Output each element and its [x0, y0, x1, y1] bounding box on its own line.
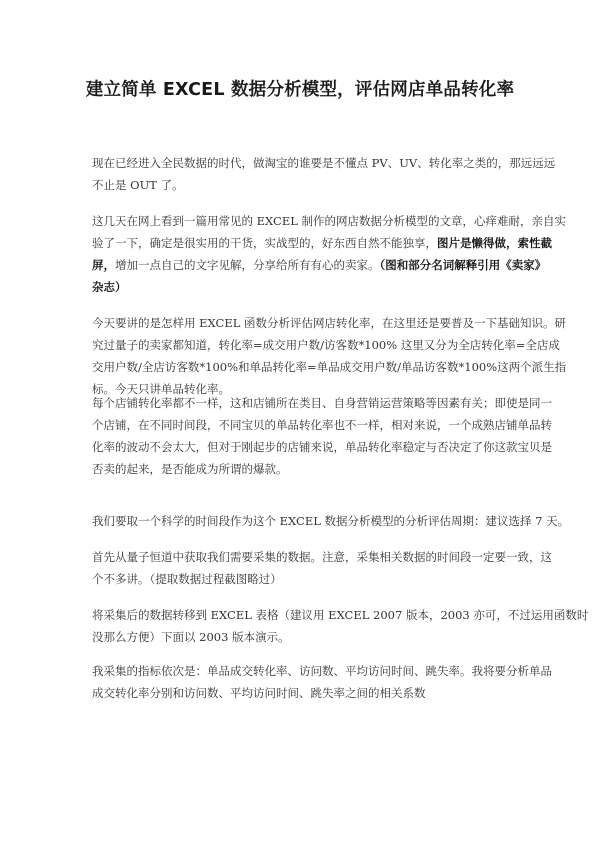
- bold-text-segment: 杂志）: [92, 280, 127, 294]
- text-segment: 每个店铺转化率都不一样，这和店铺所在类目、自身营销运营策略等因素有关；即使是同一: [92, 396, 552, 410]
- bold-text-segment: 图片是懒得做，索性截: [437, 236, 552, 250]
- text-line: [92, 458, 524, 480]
- text-segment: 个店铺，在不同时间段，不同宝贝的单品转化率也不一样，相对来说，一个成熟店铺单品转: [92, 418, 552, 432]
- text-segment: 我们要取一个科学的时间段作为这个 EXCEL 数据分析模型的分析评估周期：建议选择 7 天。: [92, 514, 570, 528]
- paragraph: [92, 152, 556, 196]
- text-line: [92, 660, 552, 682]
- text-line: [92, 356, 567, 378]
- text-line: [92, 152, 556, 174]
- text-segment: 现在已经进入全民数据的时代，做淘宝的谁要是不懂点 PV、UV、转化率之类的，那远远远: [92, 156, 556, 170]
- text-line: [92, 626, 524, 648]
- paragraph: [92, 210, 567, 298]
- text-segment: 成交转化率分别和访问数、平均访问时间、跳失率之间的相关系数: [92, 686, 426, 700]
- text-segment: 没那么方便）下面以 2003 版本演示。: [92, 630, 290, 644]
- text-segment: 将采集后的数据转移到 EXCEL 表格（建议用 EXCEL 2007 版本，2003 亦可，不过运用函数时: [92, 608, 589, 622]
- text-segment: 究过量子的卖家都知道，转化率=成交用户数/访客数*100% 这里又分为全店转化率=全店成: [92, 338, 560, 352]
- text-segment: 否卖的起来，是否能成为所谓的爆款。: [92, 462, 288, 476]
- paragraph: [92, 312, 567, 400]
- text-line: [92, 414, 552, 436]
- text-line: [92, 210, 567, 232]
- text-segment: 标。今天只讲单品转化率。: [92, 382, 230, 396]
- text-line: [92, 392, 552, 414]
- text-line: [92, 334, 560, 356]
- text-segment: 这几天在网上看到一篇用常见的 EXCEL 制作的网店数据分析模型的文章，心痒难耐，亲自实: [92, 214, 567, 228]
- bold-text-segment: 屏，: [92, 258, 115, 272]
- text-line: [92, 312, 567, 334]
- paragraph: [92, 392, 552, 480]
- text-line: [92, 682, 524, 704]
- text-segment: 首先从量子恒道中获取我们需要采集的数据。注意，采集相关数据的时间段一定要一致，这: [92, 550, 552, 564]
- text-segment: 个不多讲。（提取数据过程截图略过）: [92, 572, 282, 586]
- text-line: [92, 436, 552, 458]
- paragraph: [92, 546, 552, 590]
- paragraph: [92, 510, 570, 532]
- text-segment: 化率的波动不会太大，但对于刚起步的店铺来说，单品转化率稳定与否决定了你这款宝贝是: [92, 440, 552, 454]
- text-segment: 不止是 OUT 了。: [92, 178, 184, 192]
- text-line: [92, 174, 524, 196]
- paragraph: [92, 660, 552, 704]
- text-segment: 今天要讲的是怎样用 EXCEL 函数分析评估网店转化率，在这里还是要普及一下基础知识。研: [92, 316, 567, 330]
- text-line: [92, 604, 589, 626]
- text-line: [92, 276, 524, 298]
- text-line: [92, 568, 524, 590]
- text-segment: 增加一点自己的文字见解，分享给所有有心的卖家。: [115, 258, 380, 272]
- text-line: [92, 232, 552, 254]
- text-segment: 我采集的指标依次是：单品成交转化率、访问数、平均访问时间、跳失率。我将要分析单品: [92, 664, 552, 678]
- text-line: [92, 510, 570, 532]
- bold-text-segment: （图和部分名词解释引用《卖家》: [379, 258, 547, 272]
- text-line: [92, 254, 547, 276]
- document-title: 建立简单 EXCEL 数据分析模型，评估网店单品转化率: [85, 80, 515, 100]
- paragraph: [92, 604, 589, 648]
- text-segment: 交用户数/全店访客数*100%和单品转化率=单品成交用户数/单品访客数*100%这两个派生指: [92, 360, 567, 374]
- text-line: [92, 546, 552, 568]
- text-segment: 验了一下，确定是很实用的干货，实战型的，好东西自然不能独享，: [92, 236, 437, 250]
